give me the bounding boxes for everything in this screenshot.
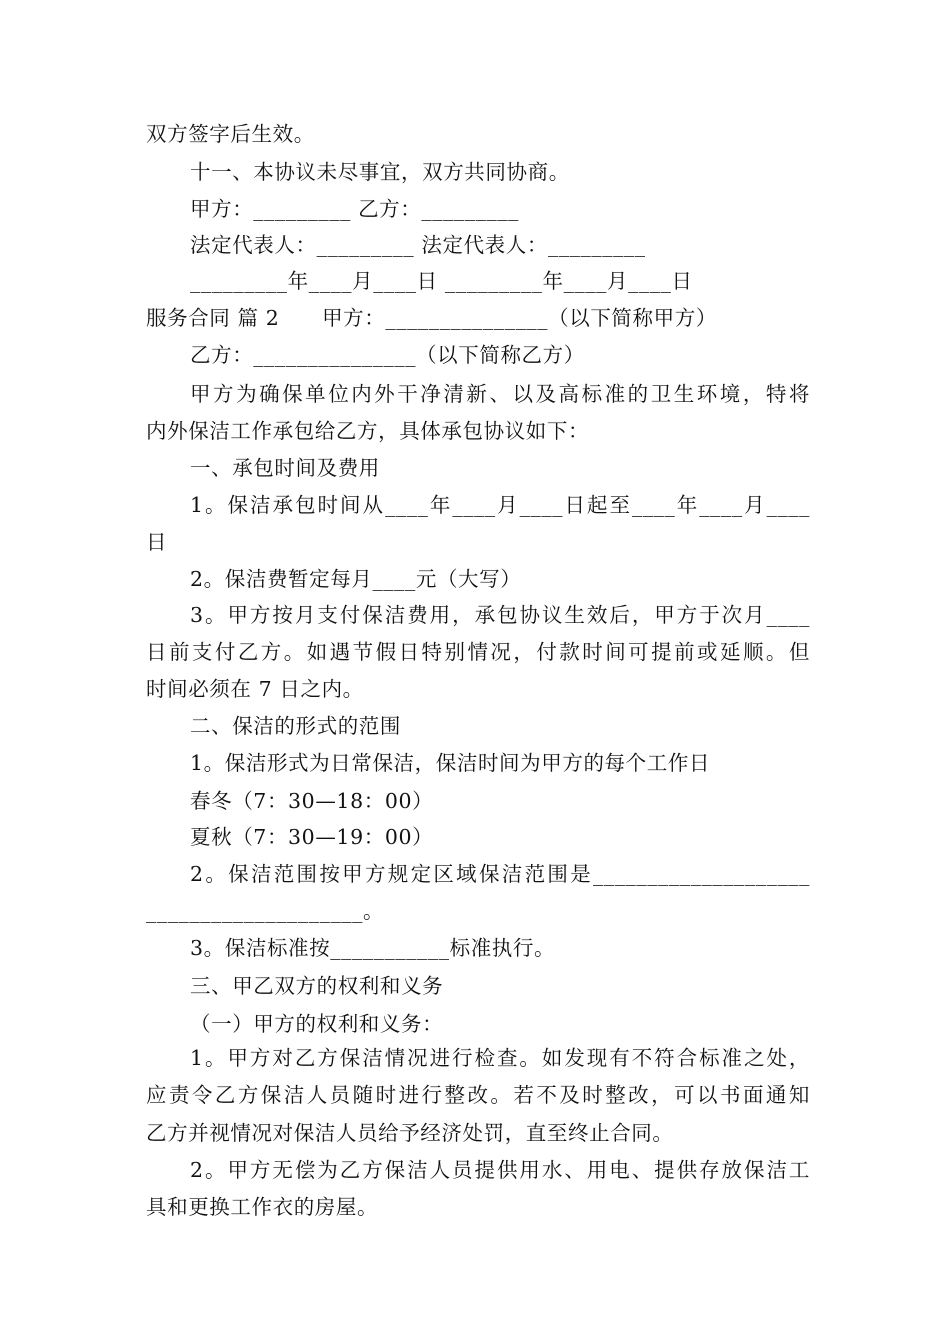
paragraph-line: 春冬（7：30—18：00） <box>190 789 434 813</box>
paragraph-line: 3。甲方按月支付保洁费用，承包协议生效后，甲方于次月____ <box>190 603 810 627</box>
section-heading: 一、承包时间及费用 <box>190 456 380 480</box>
paragraph-line: 3。保洁标准按___________标准执行。 <box>190 936 556 960</box>
paragraph-line: ____________________。 <box>146 899 385 923</box>
paragraph-line: 甲方为确保单位内外干净清新、以及高标准的卫生环境，特将 <box>190 382 810 406</box>
paragraph-line: 双方签字后生效。 <box>146 122 315 146</box>
paragraph-line: 日 <box>146 530 168 554</box>
paragraph-line: 具和更换工作衣的房屋。 <box>146 1195 379 1219</box>
paragraph-line: 1。保洁形式为日常保洁，保洁时间为甲方的每个工作日 <box>190 751 711 775</box>
paragraph-line: 夏秋（7：30—19：00） <box>190 825 434 849</box>
legal-representative-line: 法定代表人：_________ 法定代表人：_________ <box>190 233 646 257</box>
paragraph-line: 2。甲方无偿为乙方保洁人员提供用水、用电、提供存放保洁工 <box>190 1158 810 1182</box>
paragraph-line: 应责令乙方保洁人员随时进行整改。若不及时整改，可以书面通知 <box>146 1083 810 1107</box>
paragraph-line: 2。保洁费暂定每月____元（大写） <box>190 567 522 591</box>
subsection-heading: （一）甲方的权利和义务： <box>190 1012 444 1036</box>
contract-heading-line: 服务合同 篇 2 甲方：_______________（以下简称甲方） <box>146 306 717 330</box>
paragraph-line: 2。保洁范围按甲方规定区域保洁范围是____________________ <box>190 862 810 886</box>
signature-parties-line: 甲方：_________ 乙方：_________ <box>190 197 520 221</box>
section-heading: 三、甲乙双方的权利和义务 <box>190 974 444 998</box>
signature-date-line: _________年____月____日 _________年____月____日 <box>190 269 693 293</box>
paragraph-line: 1。甲方对乙方保洁情况进行检查。如发现有不符合标准之处， <box>190 1046 810 1070</box>
paragraph-line: 乙方并视情况对保洁人员给予经济处罚，直至终止合同。 <box>146 1121 674 1145</box>
paragraph-line: 内外保洁工作承包给乙方，具体承包协议如下： <box>146 419 590 443</box>
paragraph-line: 1。保洁承包时间从____年____月____日起至____年____月____ <box>190 493 810 517</box>
paragraph-line: 时间必须在 7 日之内。 <box>146 677 364 701</box>
section-heading: 二、保洁的形式的范围 <box>190 714 401 738</box>
paragraph-line: 日前支付乙方。如遇节假日特别情况，付款时间可提前或延顺。但 <box>146 640 810 664</box>
party-b-line: 乙方：_______________（以下简称乙方） <box>190 343 585 367</box>
clause-eleven: 十一、本协议未尽事宜，双方共同协商。 <box>190 160 570 184</box>
